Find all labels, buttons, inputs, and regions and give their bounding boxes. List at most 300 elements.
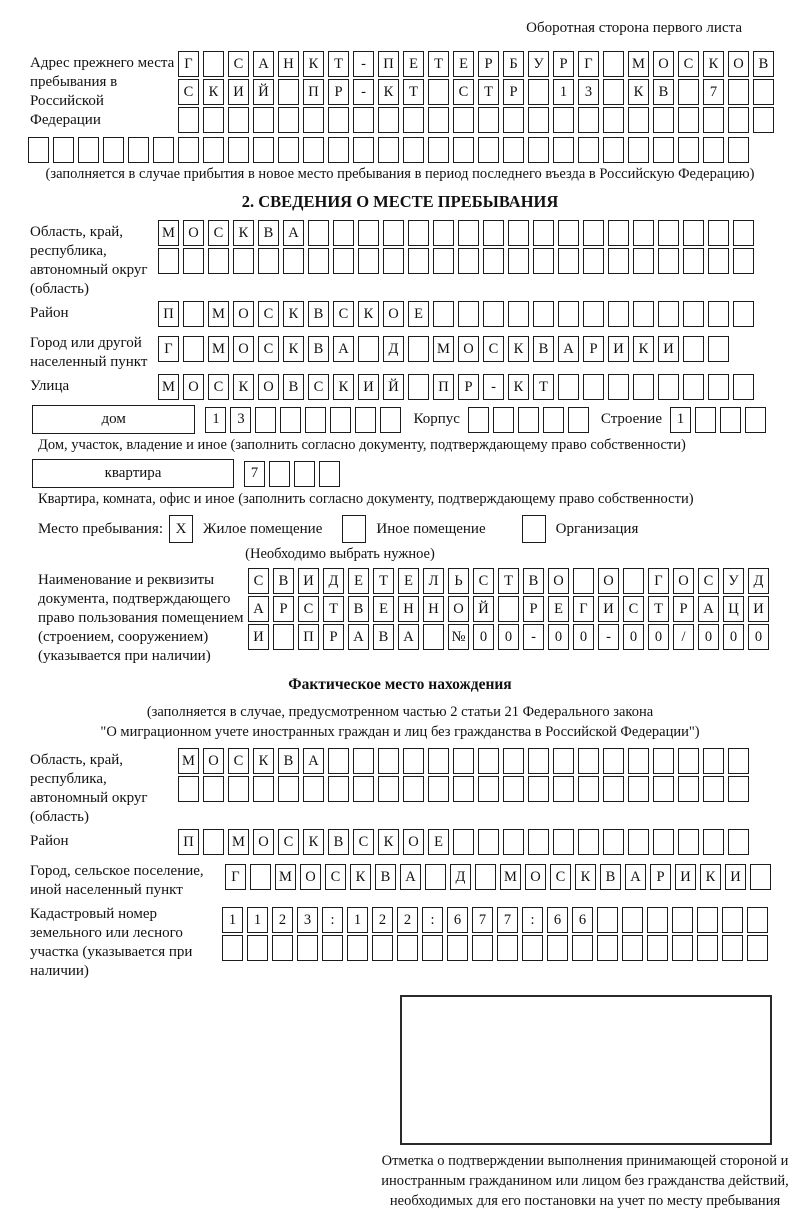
char-cell[interactable] [453,748,474,774]
char-cell[interactable]: М [208,336,229,362]
char-cell[interactable]: О [183,220,204,246]
char-cell[interactable] [528,137,549,163]
char-cell[interactable]: Р [583,336,604,362]
char-cell[interactable]: С [228,748,249,774]
char-cell[interactable]: Р [650,864,671,890]
char-cell[interactable] [603,748,624,774]
char-cell[interactable] [347,935,368,961]
char-cell[interactable]: И [598,596,619,622]
char-cell[interactable] [708,374,729,400]
char-cell[interactable] [728,137,749,163]
char-cell[interactable] [297,935,318,961]
char-cell[interactable]: Е [373,596,394,622]
char-cell[interactable] [597,935,618,961]
char-cell[interactable]: - [353,79,374,105]
char-cell[interactable] [483,301,504,327]
char-cell[interactable] [603,51,624,77]
char-cell[interactable]: К [575,864,596,890]
char-cell[interactable] [408,220,429,246]
char-cell[interactable]: В [273,568,294,594]
char-cell[interactable]: Т [328,51,349,77]
char-cell[interactable] [728,776,749,802]
char-cell[interactable]: Т [533,374,554,400]
char-cell[interactable] [672,935,693,961]
char-cell[interactable] [222,935,243,961]
char-cell[interactable]: У [528,51,549,77]
char-cell[interactable] [330,407,351,433]
char-cell[interactable]: 6 [572,907,593,933]
char-cell[interactable] [303,137,324,163]
char-cell[interactable] [558,248,579,274]
char-cell[interactable] [547,935,568,961]
char-cell[interactable] [572,935,593,961]
char-cell[interactable]: П [178,829,199,855]
char-cell[interactable] [397,935,418,961]
char-cell[interactable] [428,79,449,105]
char-cell[interactable] [28,137,49,163]
char-cell[interactable] [497,935,518,961]
char-cell[interactable] [603,829,624,855]
char-cell[interactable] [153,137,174,163]
char-cell[interactable]: С [248,568,269,594]
char-cell[interactable] [522,935,543,961]
char-cell[interactable] [578,107,599,133]
char-cell[interactable] [608,374,629,400]
char-cell[interactable]: О [525,864,546,890]
char-cell[interactable]: Т [498,568,519,594]
char-cell[interactable]: М [158,374,179,400]
char-cell[interactable] [597,907,618,933]
char-cell[interactable] [408,248,429,274]
char-cell[interactable]: О [458,336,479,362]
char-cell[interactable] [753,107,774,133]
char-cell[interactable] [658,248,679,274]
char-cell[interactable]: К [303,829,324,855]
char-cell[interactable]: К [303,51,324,77]
char-cell[interactable]: П [158,301,179,327]
char-cell[interactable]: 0 [498,624,519,650]
char-cell[interactable]: П [298,624,319,650]
char-cell[interactable] [428,776,449,802]
char-cell[interactable] [258,248,279,274]
char-cell[interactable]: О [183,374,204,400]
char-cell[interactable]: Р [673,596,694,622]
char-cell[interactable] [483,220,504,246]
char-cell[interactable] [203,107,224,133]
char-cell[interactable] [628,748,649,774]
char-cell[interactable] [433,301,454,327]
char-cell[interactable] [678,776,699,802]
char-cell[interactable] [528,748,549,774]
char-cell[interactable]: С [333,301,354,327]
char-cell[interactable]: 7 [472,907,493,933]
char-cell[interactable] [503,776,524,802]
char-cell[interactable] [498,596,519,622]
char-cell[interactable]: Р [478,51,499,77]
char-cell[interactable] [558,220,579,246]
char-cell[interactable]: О [253,829,274,855]
char-cell[interactable] [478,137,499,163]
char-cell[interactable] [428,137,449,163]
char-cell[interactable]: 3 [230,407,251,433]
char-cell[interactable]: Е [408,301,429,327]
char-cell[interactable] [423,624,444,650]
char-cell[interactable] [403,107,424,133]
char-cell[interactable] [703,137,724,163]
char-cell[interactable] [653,776,674,802]
char-cell[interactable] [319,461,340,487]
char-cell[interactable]: - [483,374,504,400]
char-cell[interactable]: М [433,336,454,362]
char-cell[interactable]: 6 [547,907,568,933]
char-cell[interactable] [183,248,204,274]
char-cell[interactable]: 0 [623,624,644,650]
char-cell[interactable] [472,935,493,961]
char-cell[interactable]: Е [548,596,569,622]
char-cell[interactable] [733,301,754,327]
char-cell[interactable]: : [522,907,543,933]
char-cell[interactable]: О [598,568,619,594]
char-cell[interactable]: О [300,864,321,890]
checkbox-organization[interactable] [522,515,546,543]
char-cell[interactable]: С [473,568,494,594]
char-cell[interactable] [603,107,624,133]
char-cell[interactable] [653,829,674,855]
char-cell[interactable] [653,107,674,133]
char-cell[interactable]: Ь [448,568,469,594]
char-cell[interactable]: Р [458,374,479,400]
char-cell[interactable]: 2 [397,907,418,933]
char-cell[interactable]: К [628,79,649,105]
char-cell[interactable]: О [203,748,224,774]
char-cell[interactable] [608,301,629,327]
char-cell[interactable]: Д [323,568,344,594]
char-cell[interactable] [528,79,549,105]
char-cell[interactable]: П [378,51,399,77]
char-cell[interactable]: 1 [205,407,226,433]
char-cell[interactable]: О [233,336,254,362]
char-cell[interactable]: С [453,79,474,105]
char-cell[interactable]: М [208,301,229,327]
char-cell[interactable]: В [533,336,554,362]
char-cell[interactable]: 1 [553,79,574,105]
char-cell[interactable]: В [753,51,774,77]
char-cell[interactable] [493,407,514,433]
char-cell[interactable] [253,776,274,802]
char-cell[interactable]: 0 [648,624,669,650]
char-cell[interactable]: В [258,220,279,246]
char-cell[interactable] [722,907,743,933]
char-cell[interactable]: П [433,374,454,400]
char-cell[interactable]: - [598,624,619,650]
char-cell[interactable]: Е [403,51,424,77]
char-cell[interactable] [303,107,324,133]
char-cell[interactable] [553,829,574,855]
char-cell[interactable]: Т [373,568,394,594]
char-cell[interactable] [578,748,599,774]
char-cell[interactable] [553,748,574,774]
char-cell[interactable] [695,407,716,433]
char-cell[interactable] [708,248,729,274]
char-cell[interactable] [603,79,624,105]
char-cell[interactable] [228,776,249,802]
char-cell[interactable]: : [422,907,443,933]
char-cell[interactable] [478,776,499,802]
char-cell[interactable]: Р [503,79,524,105]
checkbox-residential[interactable]: X [169,515,193,543]
char-cell[interactable] [358,248,379,274]
char-cell[interactable]: 0 [748,624,769,650]
char-cell[interactable]: С [298,596,319,622]
char-cell[interactable]: Ц [723,596,744,622]
char-cell[interactable] [553,137,574,163]
char-cell[interactable]: П [303,79,324,105]
char-cell[interactable] [428,748,449,774]
char-cell[interactable] [358,336,379,362]
char-cell[interactable]: Д [383,336,404,362]
char-cell[interactable]: К [350,864,371,890]
char-cell[interactable] [622,907,643,933]
char-cell[interactable] [603,776,624,802]
char-cell[interactable]: Г [573,596,594,622]
char-cell[interactable]: К [233,220,254,246]
char-cell[interactable] [583,301,604,327]
char-cell[interactable]: 0 [473,624,494,650]
char-cell[interactable] [728,748,749,774]
char-cell[interactable] [228,137,249,163]
char-cell[interactable] [658,220,679,246]
char-cell[interactable] [633,220,654,246]
char-cell[interactable] [453,829,474,855]
char-cell[interactable]: 1 [222,907,243,933]
char-cell[interactable] [558,374,579,400]
char-cell[interactable] [280,407,301,433]
char-cell[interactable]: А [333,336,354,362]
char-cell[interactable] [228,107,249,133]
char-cell[interactable] [628,137,649,163]
char-cell[interactable]: М [158,220,179,246]
char-cell[interactable]: В [308,301,329,327]
char-cell[interactable] [708,220,729,246]
char-cell[interactable] [208,248,229,274]
char-cell[interactable]: А [558,336,579,362]
char-cell[interactable]: 2 [372,907,393,933]
char-cell[interactable] [508,301,529,327]
char-cell[interactable] [303,776,324,802]
char-cell[interactable]: А [398,624,419,650]
char-cell[interactable] [328,748,349,774]
char-cell[interactable] [633,301,654,327]
char-cell[interactable]: М [628,51,649,77]
char-cell[interactable] [678,137,699,163]
char-cell[interactable]: Д [748,568,769,594]
char-cell[interactable]: В [523,568,544,594]
char-cell[interactable] [308,220,329,246]
char-cell[interactable] [453,776,474,802]
char-cell[interactable]: О [548,568,569,594]
char-cell[interactable] [608,248,629,274]
char-cell[interactable]: И [725,864,746,890]
char-cell[interactable] [503,107,524,133]
char-cell[interactable]: Й [253,79,274,105]
char-cell[interactable] [383,248,404,274]
char-cell[interactable] [458,301,479,327]
char-cell[interactable]: 0 [548,624,569,650]
char-cell[interactable]: Т [648,596,669,622]
char-cell[interactable]: К [703,51,724,77]
char-cell[interactable] [603,137,624,163]
char-cell[interactable] [628,107,649,133]
char-cell[interactable] [458,220,479,246]
char-cell[interactable]: Р [273,596,294,622]
char-cell[interactable]: К [283,336,304,362]
char-cell[interactable]: В [348,596,369,622]
char-cell[interactable]: И [748,596,769,622]
char-cell[interactable] [568,407,589,433]
char-cell[interactable] [658,301,679,327]
char-cell[interactable] [333,220,354,246]
char-cell[interactable]: К [283,301,304,327]
char-cell[interactable]: С [483,336,504,362]
char-cell[interactable]: И [228,79,249,105]
char-cell[interactable] [308,248,329,274]
char-cell[interactable]: С [308,374,329,400]
char-cell[interactable] [653,137,674,163]
char-cell[interactable] [468,407,489,433]
char-cell[interactable] [573,568,594,594]
char-cell[interactable] [578,829,599,855]
char-cell[interactable] [728,829,749,855]
char-cell[interactable] [697,935,718,961]
char-cell[interactable] [178,107,199,133]
char-cell[interactable] [728,79,749,105]
char-cell[interactable]: Т [428,51,449,77]
char-cell[interactable]: - [523,624,544,650]
char-cell[interactable]: О [673,568,694,594]
char-cell[interactable] [353,137,374,163]
char-cell[interactable]: Д [450,864,471,890]
char-cell[interactable]: К [378,829,399,855]
char-cell[interactable] [747,907,768,933]
char-cell[interactable] [183,301,204,327]
char-cell[interactable]: 1 [670,407,691,433]
char-cell[interactable] [203,829,224,855]
char-cell[interactable]: Г [648,568,669,594]
char-cell[interactable]: К [508,374,529,400]
char-cell[interactable] [253,107,274,133]
char-cell[interactable] [578,137,599,163]
char-cell[interactable] [328,137,349,163]
char-cell[interactable]: М [228,829,249,855]
char-cell[interactable]: С [228,51,249,77]
char-cell[interactable] [283,248,304,274]
char-cell[interactable] [708,336,729,362]
char-cell[interactable] [294,461,315,487]
char-cell[interactable] [378,748,399,774]
char-cell[interactable] [518,407,539,433]
char-cell[interactable] [503,137,524,163]
char-cell[interactable] [528,776,549,802]
char-cell[interactable]: 0 [573,624,594,650]
char-cell[interactable]: В [600,864,621,890]
char-cell[interactable] [658,374,679,400]
char-cell[interactable] [733,374,754,400]
char-cell[interactable]: С [208,374,229,400]
char-cell[interactable]: С [178,79,199,105]
char-cell[interactable]: Т [323,596,344,622]
char-cell[interactable] [508,248,529,274]
char-cell[interactable]: 3 [297,907,318,933]
char-cell[interactable]: А [303,748,324,774]
char-cell[interactable] [528,107,549,133]
char-cell[interactable] [403,776,424,802]
char-cell[interactable] [355,407,376,433]
char-cell[interactable] [183,336,204,362]
char-cell[interactable] [697,907,718,933]
char-cell[interactable]: 7 [497,907,518,933]
char-cell[interactable]: М [500,864,521,890]
char-cell[interactable]: О [383,301,404,327]
char-cell[interactable]: Е [453,51,474,77]
char-cell[interactable]: 6 [447,907,468,933]
char-cell[interactable] [533,301,554,327]
char-cell[interactable]: В [375,864,396,890]
char-cell[interactable]: А [253,51,274,77]
char-cell[interactable] [733,220,754,246]
checkbox-other-premises[interactable] [342,515,366,543]
char-cell[interactable] [578,776,599,802]
char-cell[interactable] [403,137,424,163]
char-cell[interactable] [278,107,299,133]
char-cell[interactable] [647,907,668,933]
char-cell[interactable] [247,935,268,961]
char-cell[interactable]: Н [278,51,299,77]
char-cell[interactable] [378,107,399,133]
char-cell[interactable] [678,829,699,855]
char-cell[interactable]: С [278,829,299,855]
char-cell[interactable] [353,776,374,802]
char-cell[interactable] [503,748,524,774]
char-cell[interactable]: И [658,336,679,362]
char-cell[interactable]: Н [423,596,444,622]
char-cell[interactable] [380,407,401,433]
char-cell[interactable]: К [633,336,654,362]
char-cell[interactable] [583,220,604,246]
char-cell[interactable] [750,864,771,890]
char-cell[interactable] [158,248,179,274]
char-cell[interactable] [328,776,349,802]
char-cell[interactable]: 7 [244,461,265,487]
char-cell[interactable]: О [233,301,254,327]
char-cell[interactable] [278,137,299,163]
char-cell[interactable]: Г [225,864,246,890]
char-cell[interactable] [333,248,354,274]
char-cell[interactable] [128,137,149,163]
char-cell[interactable]: С [258,301,279,327]
char-cell[interactable] [623,568,644,594]
char-cell[interactable] [683,301,704,327]
char-cell[interactable]: И [248,624,269,650]
char-cell[interactable] [703,776,724,802]
char-cell[interactable] [433,220,454,246]
char-cell[interactable]: 7 [703,79,724,105]
char-cell[interactable]: Е [428,829,449,855]
char-cell[interactable]: К [378,79,399,105]
char-cell[interactable]: К [358,301,379,327]
char-cell[interactable] [703,829,724,855]
char-cell[interactable] [553,107,574,133]
char-cell[interactable]: Т [403,79,424,105]
